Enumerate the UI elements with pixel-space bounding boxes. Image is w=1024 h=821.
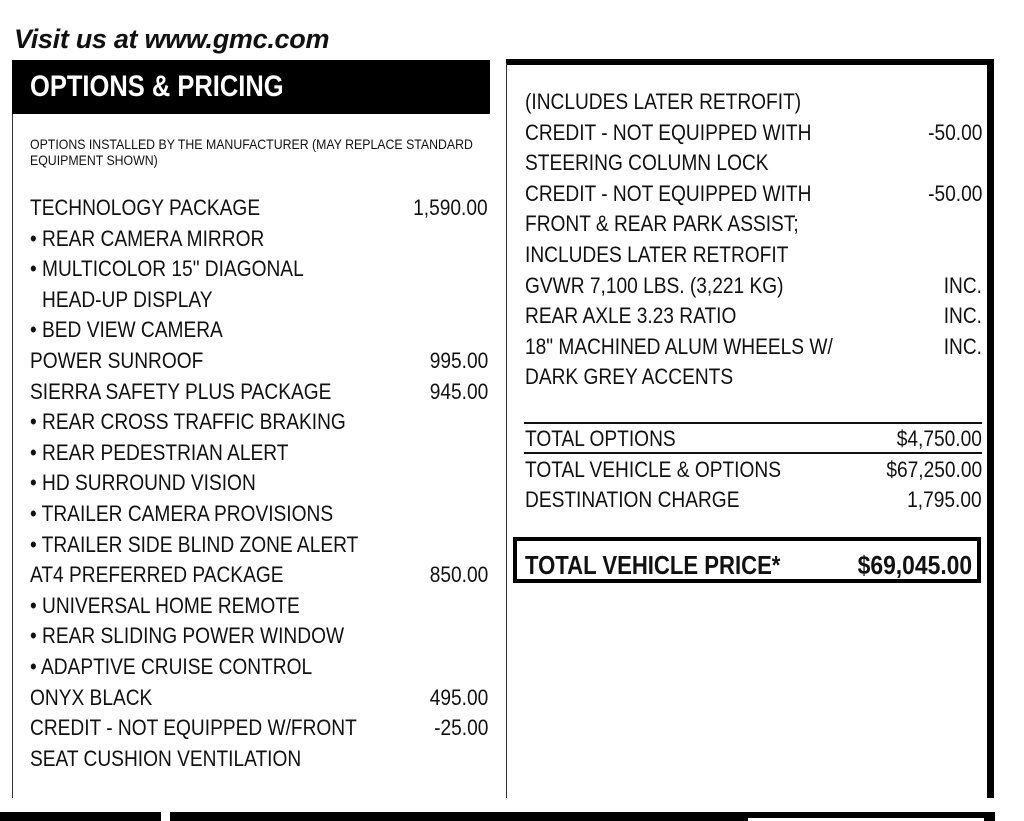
options-header bbox=[12, 60, 490, 114]
option-line: AT4 PREFERRED PACKAGE bbox=[30, 562, 284, 588]
option-line: TECHNOLOGY PACKAGE bbox=[30, 195, 261, 220]
options-note: OPTIONS INSTALLED BY THE MANUFACTURER (MAY REPLACE STANDARD EQUIPMENT SHOWN) bbox=[30, 136, 473, 168]
option-price: INC. bbox=[943, 333, 982, 359]
option-line: CREDIT - NOT EQUIPPED WITH bbox=[525, 119, 812, 145]
option-line: • UNIVERSAL HOME REMOTE bbox=[30, 592, 300, 618]
option-line: • ADAPTIVE CRUISE CONTROL bbox=[30, 654, 313, 679]
option-line: DARK GREY ACCENTS bbox=[525, 364, 734, 390]
total-value: $4,750.00 bbox=[896, 426, 982, 451]
option-line: • REAR PEDESTRIAN ALERT bbox=[30, 439, 289, 465]
total-label: TOTAL OPTIONS bbox=[525, 426, 676, 451]
total-label: TOTAL VEHICLE & OPTIONS bbox=[525, 456, 781, 482]
option-line: • MULTICOLOR 15" DIAGONAL bbox=[30, 256, 304, 282]
website-banner: Visit us at www.gmc.com bbox=[14, 24, 330, 54]
option-line: • HD SURROUND VISION bbox=[30, 470, 256, 496]
option-line: • REAR CROSS TRAFFIC BRAKING bbox=[30, 409, 346, 435]
option-price: -50.00 bbox=[927, 119, 982, 145]
total-value: $67,250.00 bbox=[886, 456, 982, 482]
option-line: STEERING COLUMN LOCK bbox=[525, 150, 769, 176]
option-line: POWER SUNROOF bbox=[30, 348, 204, 373]
options-title: OPTIONS & PRICING bbox=[30, 70, 284, 103]
panel-divider bbox=[506, 63, 507, 798]
option-line: SIERRA SAFETY PLUS PACKAGE bbox=[30, 378, 332, 404]
bottom-bar-left bbox=[0, 812, 161, 821]
option-price: -25.00 bbox=[433, 715, 488, 741]
option-price: 995.00 bbox=[429, 348, 488, 373]
option-line: CREDIT - NOT EQUIPPED WITH bbox=[525, 180, 812, 206]
option-price: 495.00 bbox=[429, 684, 488, 710]
total-options-underline bbox=[524, 452, 982, 454]
total-vehicle-price-label: TOTAL VEHICLE PRICE* bbox=[525, 550, 781, 580]
option-line: SEAT CUSHION VENTILATION bbox=[30, 745, 302, 771]
option-line: • REAR SLIDING POWER WINDOW bbox=[30, 623, 345, 649]
option-price: 850.00 bbox=[429, 562, 488, 588]
option-price: 945.00 bbox=[429, 378, 488, 404]
option-line: GVWR 7,100 LBS. (3,221 KG) bbox=[525, 272, 784, 298]
option-price: 1,590.00 bbox=[413, 195, 488, 220]
option-price: INC. bbox=[943, 272, 982, 298]
option-line: 18" MACHINED ALUM WHEELS W/ bbox=[525, 333, 833, 359]
option-line: INCLUDES LATER RETROFIT bbox=[525, 242, 789, 267]
option-line: (INCLUDES LATER RETROFIT) bbox=[525, 89, 802, 114]
option-line: • TRAILER CAMERA PROVISIONS bbox=[30, 501, 334, 526]
total-value: 1,795.00 bbox=[907, 487, 982, 513]
right-panel-top-border bbox=[506, 59, 994, 65]
right-panel-edge bbox=[987, 59, 994, 798]
option-line: • TRAILER SIDE BLIND ZONE ALERT bbox=[30, 531, 359, 557]
option-line: • REAR CAMERA MIRROR bbox=[30, 225, 265, 251]
option-price: -50.00 bbox=[927, 180, 982, 206]
option-line: CREDIT - NOT EQUIPPED W/FRONT bbox=[30, 715, 357, 741]
option-line: REAR AXLE 3.23 RATIO bbox=[525, 303, 737, 329]
option-line: • BED VIEW CAMERA bbox=[30, 317, 223, 343]
option-line: ONYX BLACK bbox=[30, 684, 153, 710]
total-label: DESTINATION CHARGE bbox=[525, 487, 740, 513]
total-vehicle-price-value: $69,045.00 bbox=[857, 550, 972, 580]
option-price: INC. bbox=[943, 303, 982, 329]
option-line: HEAD-UP DISPLAY bbox=[42, 286, 213, 312]
option-line: FRONT & REAR PARK ASSIST; bbox=[525, 211, 799, 237]
